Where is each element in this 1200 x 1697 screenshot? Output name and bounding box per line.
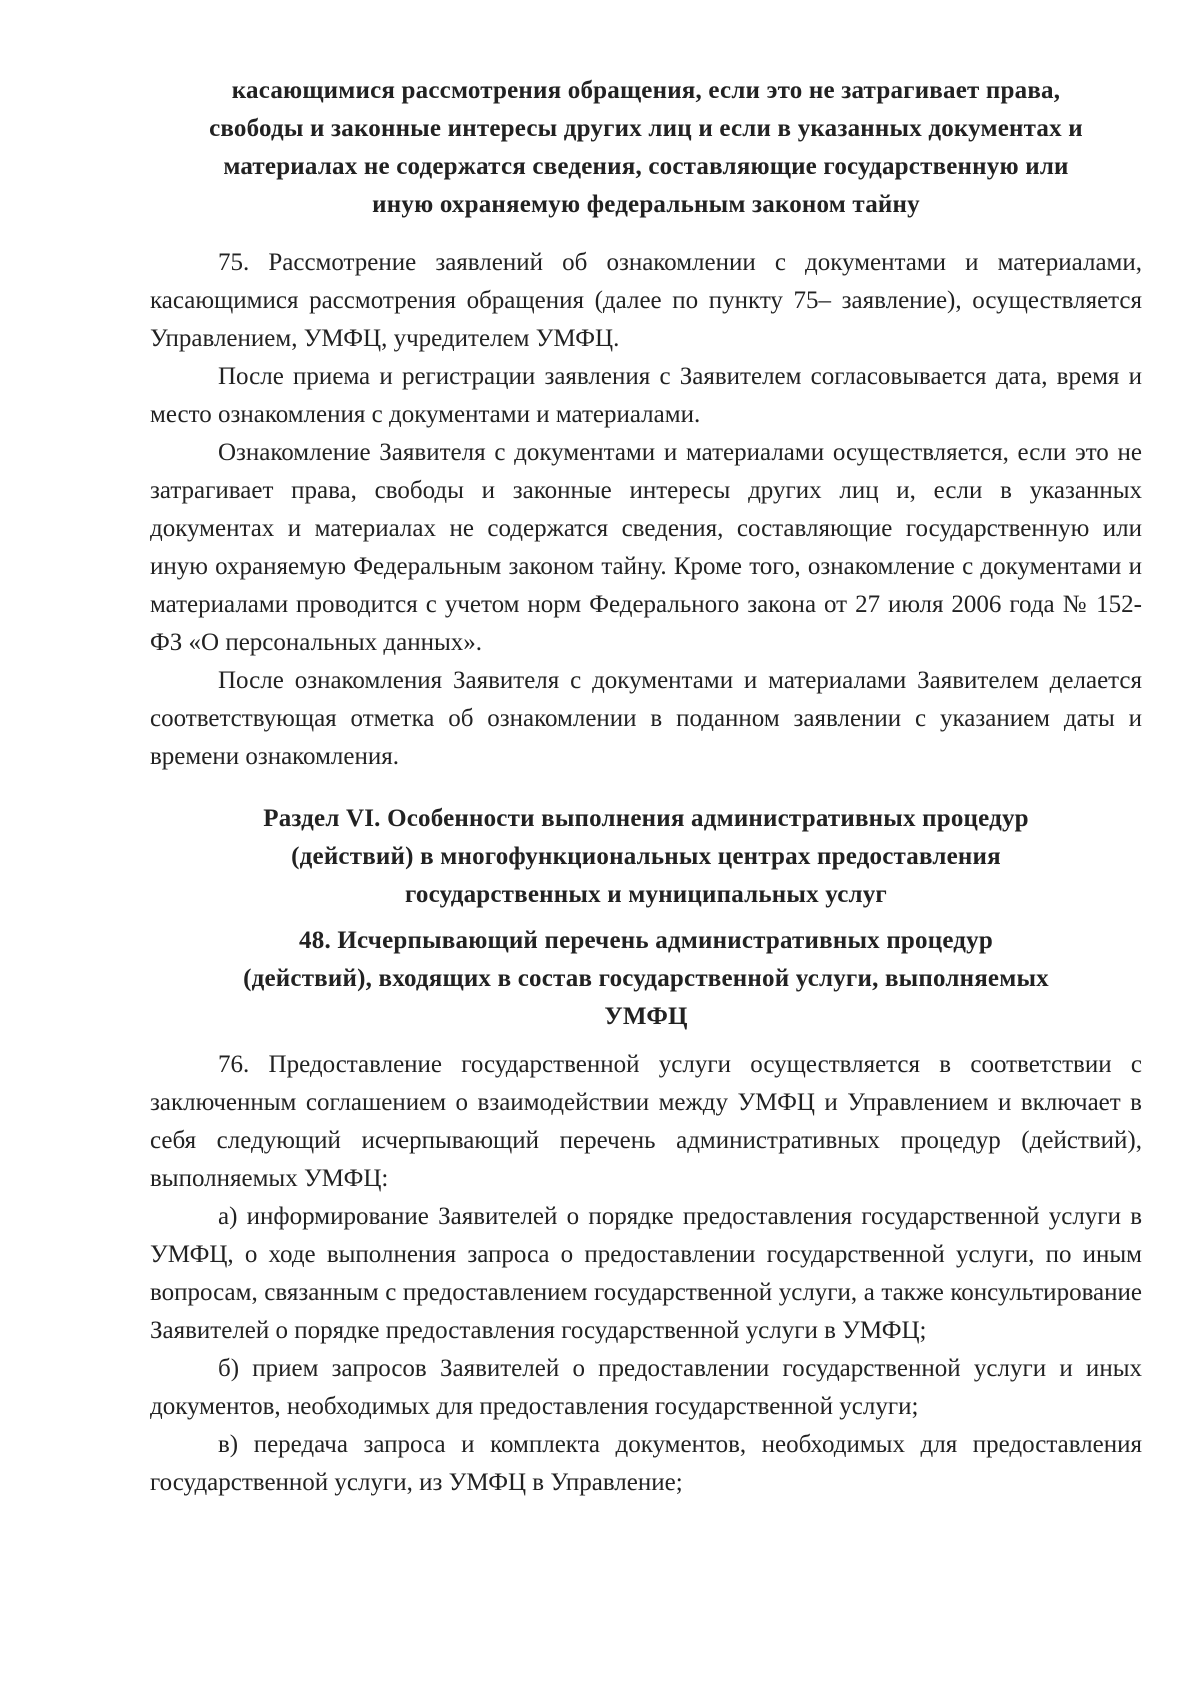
heading-line: касающимися рассмотрения обращения, если это не затрагивает права, [231, 77, 1061, 104]
section-heading-vi [150, 800, 1142, 914]
heading-line: свободы и законные интересы других лиц и если в указанных документах и [209, 115, 1083, 142]
heading-line: государственных и муниципальных услуг [405, 881, 887, 908]
list-item-v: в) передача запроса и комплекта документов, необходимых для предоставления государственной услуги, из УМФЦ в Управление; [150, 1431, 1142, 1496]
list-item-a: а) информирование Заявителей о порядке предоставления государственной услуги в УМФЦ, о ходе выполнения запроса о предоставлении государственной услуги, по иным вопросам, связанным с предоставлением государственной услуги, а также консультирование Заявителей о порядке предоставления государственной услуги в УМФЦ; [150, 1203, 1142, 1344]
paragraph-date-agreement: После приема и регистрации заявления с Заявителем согласовывается дата, время и место ознакомления с документами и материалами. [150, 363, 1142, 428]
list-item-b: б) прием запросов Заявителей о предоставлении государственной услуги и иных документов, необходимых для предоставления государственной услуги; [150, 1355, 1142, 1420]
heading-line: 48. Исчерпывающий перечень административных процедур [299, 927, 993, 954]
paragraph-76: 76. Предоставление государственной услуги осуществляется в соответствии с заключенным соглашением о взаимодействии между УМФЦ и Управлением и включает в себя следующий исчерпывающий перечень административных процедур (действий), выполняемых УМФЦ: [150, 1051, 1142, 1192]
heading-line: (действий), входящих в состав государственной услуги, выполняемых [243, 965, 1049, 992]
heading-line: Раздел VI. Особенности выполнения административных процедур [263, 805, 1029, 832]
heading-line: УМФЦ [604, 1003, 688, 1030]
heading-line: иную охраняемую федеральным законом тайну [372, 191, 920, 218]
heading-line: материалах не содержатся сведения, составляющие государственную или [223, 153, 1069, 180]
paragraph-75: 75. Рассмотрение заявлений об ознакомлении с документами и материалами, касающимися рассмотрения обращения (далее по пункту 75– заявление), осуществляется Управлением, УМФЦ, учредителем УМФЦ. [150, 249, 1142, 352]
document-page [150, 72, 1142, 1502]
section-heading-top [150, 72, 1142, 224]
subsection-heading-48 [150, 922, 1142, 1036]
heading-line: (действий) в многофункциональных центрах предоставления [291, 843, 1001, 870]
paragraph-familiarization: Ознакомление Заявителя с документами и материалами осуществляется, если это не затрагивает права, свободы и законные интересы других лиц и, если в указанных документах и материалах не содержатся сведения, составляющие государственную или иную охраняемую Федеральным законом тайну. Кроме того, ознакомление с документами и материалами проводится с учетом норм Федерального закона от 27 июля 2006 года № 152-ФЗ «О персональных данных». [150, 439, 1142, 656]
paragraph-mark: После ознакомления Заявителя с документами и материалами Заявителем делается соответствующая отметка об ознакомлении в поданном заявлении с указанием даты и времени ознакомления. [150, 667, 1142, 770]
